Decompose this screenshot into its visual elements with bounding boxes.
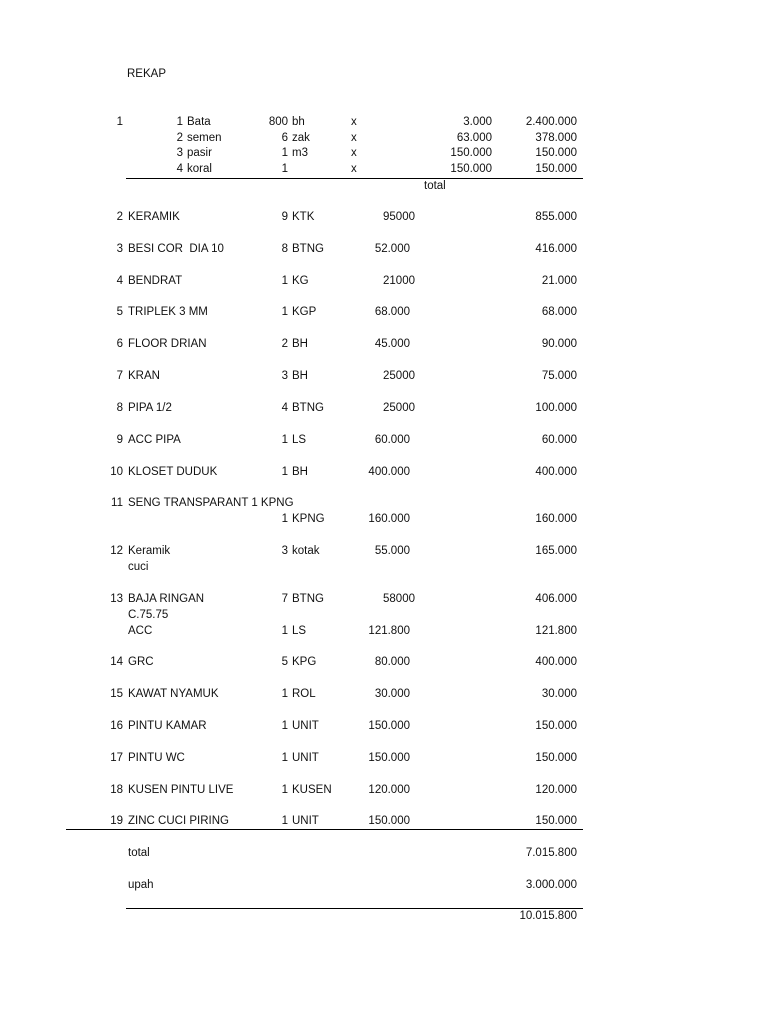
amount: 150.000 (535, 720, 577, 732)
item-name: BENDRAT (128, 275, 183, 287)
item-number: 13 (110, 593, 123, 605)
item-name: BESI COR DIA 10 (128, 243, 224, 255)
amount: 2.400.000 (525, 116, 577, 128)
quantity: 9 (281, 211, 288, 223)
unit: BTNG (292, 593, 324, 605)
quantity: 800 (268, 116, 288, 128)
item-name: BAJA RINGAN (128, 593, 205, 605)
quantity: 1 (281, 275, 288, 287)
item-name: PIPA 1/2 (128, 402, 172, 414)
unit-price: 55.000 (374, 545, 410, 557)
item-number: 8 (116, 402, 123, 414)
unit: UNIT (292, 720, 319, 732)
unit: ROL (292, 688, 316, 700)
item-number: 2 (116, 211, 123, 223)
quantity: 3 (281, 370, 288, 382)
unit: zak (292, 132, 310, 144)
sub-index: 3 (176, 147, 183, 159)
unit: m3 (292, 147, 308, 159)
unit: bh (292, 116, 305, 128)
quantity: 1 (281, 466, 288, 478)
unit: KUSEN (292, 784, 332, 796)
quantity: 5 (281, 656, 288, 668)
quantity: 3 (281, 545, 288, 557)
multiply-sign: x (351, 163, 357, 175)
unit: KTK (292, 211, 315, 223)
unit-price: 95000 (383, 211, 415, 223)
multiply-sign: x (351, 132, 357, 144)
quantity: 1 (281, 513, 288, 525)
unit: KGP (292, 306, 317, 318)
item-name: ACC (128, 625, 153, 637)
unit-price: 150.000 (450, 163, 492, 175)
amount: 21.000 (541, 275, 577, 287)
amount: 165.000 (535, 545, 577, 557)
quantity: 1 (281, 815, 288, 827)
item-name: ZINC CUCI PIRING (128, 815, 229, 827)
unit: BH (292, 466, 308, 478)
unit: KPNG (292, 513, 325, 525)
unit-price: 120.000 (368, 784, 410, 796)
amount: 120.000 (535, 784, 577, 796)
unit: UNIT (292, 752, 319, 764)
unit-price: 52.000 (374, 243, 410, 255)
unit: KG (292, 275, 309, 287)
amount: 75.000 (541, 370, 577, 382)
unit-price: 150.000 (368, 720, 410, 732)
quantity: 1 (281, 720, 288, 732)
item-name: ACC PIPA (128, 434, 181, 446)
amount: 855.000 (535, 211, 577, 223)
amount: 150.000 (535, 163, 577, 175)
material-name: koral (187, 163, 212, 175)
amount: 150.000 (535, 752, 577, 764)
item-number: 4 (116, 275, 123, 287)
total-label: total (128, 847, 150, 859)
quantity: 7 (281, 593, 288, 605)
unit-price: 58000 (383, 593, 415, 605)
material-name: semen (187, 132, 222, 144)
item-name: PINTU WC (128, 752, 185, 764)
amount: 400.000 (535, 466, 577, 478)
amount: 160.000 (535, 513, 577, 525)
item-name: KAWAT NYAMUK (128, 688, 219, 700)
unit: LS (292, 625, 307, 637)
labor-value: 3.000.000 (525, 879, 577, 891)
amount: 150.000 (535, 147, 577, 159)
item-number: 11 (111, 497, 123, 509)
unit: BTNG (292, 243, 324, 255)
item-name: FLOOR DRIAN (128, 338, 207, 350)
quantity: 6 (281, 132, 288, 144)
amount: 90.000 (541, 338, 577, 350)
unit: BTNG (292, 402, 324, 414)
unit-price: 3.000 (463, 116, 492, 128)
amount: 100.000 (535, 402, 577, 414)
item-name: Keramik (128, 545, 171, 557)
amount: 121.800 (535, 625, 577, 637)
unit-price: 21000 (383, 275, 415, 287)
item-number: 15 (110, 688, 123, 700)
item-number: 12 (110, 545, 123, 557)
sub-index: 2 (176, 132, 183, 144)
total-value: 7.015.800 (525, 847, 577, 859)
items-end-rule (66, 829, 583, 830)
unit-price: 160.000 (368, 513, 410, 525)
unit-price: 25000 (383, 370, 415, 382)
unit-price: 45.000 (374, 338, 410, 350)
group-total-label: total (424, 180, 446, 192)
item-number: 18 (110, 784, 123, 796)
item-name: KERAMIK (128, 211, 180, 223)
amount: 68.000 (541, 306, 577, 318)
unit: kotak (292, 545, 320, 557)
item-number: 16 (110, 720, 123, 732)
item-name: SENG TRANSPARANT 1 KPNG (128, 497, 294, 509)
unit-price: 150.000 (368, 752, 410, 764)
unit-price: 400.000 (368, 466, 410, 478)
amount: 416.000 (535, 243, 577, 255)
page-title: REKAP (127, 68, 166, 80)
sub-index: 4 (176, 163, 183, 175)
quantity: 8 (281, 243, 288, 255)
group-total-rule (126, 178, 583, 179)
item-number: 14 (110, 656, 123, 668)
unit-price: 80.000 (374, 656, 410, 668)
item-number: 3 (116, 243, 123, 255)
grand-total-value: 10.015.800 (519, 910, 577, 922)
amount: 150.000 (535, 815, 577, 827)
item-number: 10 (110, 466, 123, 478)
quantity: 1 (281, 306, 288, 318)
item-number: 9 (116, 434, 123, 446)
item-name: GRC (128, 656, 154, 668)
multiply-sign: x (351, 116, 357, 128)
item-number: 6 (116, 338, 123, 350)
item-number: 7 (116, 370, 123, 382)
amount: 378.000 (535, 132, 577, 144)
material-name: Bata (187, 116, 211, 128)
quantity: 4 (281, 402, 288, 414)
item-name-line2: C.75.75 (128, 609, 169, 621)
unit: KPG (292, 656, 317, 668)
item-name-line2: cuci (128, 561, 149, 573)
unit: UNIT (292, 815, 319, 827)
quantity: 1 (281, 147, 288, 159)
material-name: pasir (187, 147, 212, 159)
item-name: PINTU KAMAR (128, 720, 207, 732)
amount: 30.000 (541, 688, 577, 700)
unit-price: 25000 (383, 402, 415, 414)
item-name: KUSEN PINTU LIVE (128, 784, 234, 796)
item-name: KLOSET DUDUK (128, 466, 218, 478)
quantity: 1 (281, 688, 288, 700)
unit-price: 68.000 (374, 306, 410, 318)
group-number: 1 (116, 116, 123, 128)
item-name: KRAN (128, 370, 160, 382)
unit-price: 30.000 (374, 688, 410, 700)
multiply-sign: x (351, 147, 357, 159)
unit: BH (292, 370, 308, 382)
item-name: TRIPLEK 3 MM (128, 306, 208, 318)
unit-price: 60.000 (374, 434, 410, 446)
unit: BH (292, 338, 308, 350)
quantity: 2 (281, 338, 288, 350)
item-number: 17 (110, 752, 123, 764)
unit-price: 150.000 (368, 815, 410, 827)
unit-price: 63.000 (456, 132, 492, 144)
quantity: 1 (281, 625, 288, 637)
sub-index: 1 (176, 116, 183, 128)
amount: 400.000 (535, 656, 577, 668)
quantity: 1 (281, 163, 288, 175)
quantity: 1 (281, 784, 288, 796)
labor-label: upah (128, 879, 154, 891)
unit-price: 121.800 (368, 625, 410, 637)
item-number: 19 (110, 815, 123, 827)
unit: LS (292, 434, 307, 446)
amount: 406.000 (535, 593, 577, 605)
unit-price: 150.000 (450, 147, 492, 159)
quantity: 1 (281, 752, 288, 764)
amount: 60.000 (541, 434, 577, 446)
quantity: 1 (281, 434, 288, 446)
item-number: 5 (116, 306, 123, 318)
